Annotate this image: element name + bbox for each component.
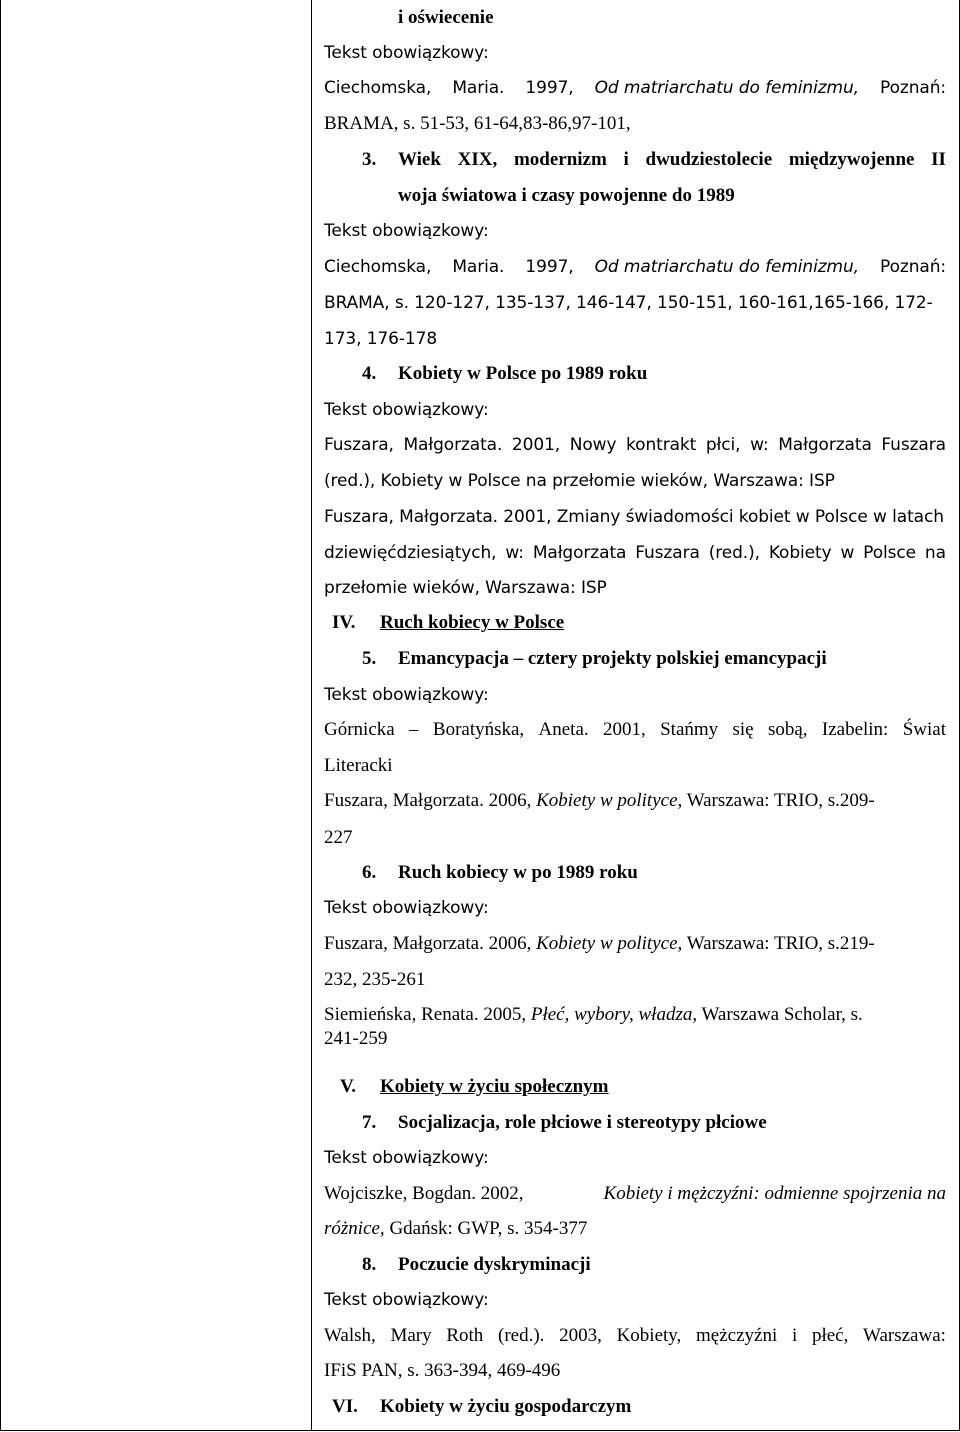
bibliography-entry-continued: Literacki [324, 755, 393, 776]
topic-number: 6. [362, 862, 377, 883]
topic-heading: Socjalizacja, role płciowe i stereotypy płciowe [398, 1112, 767, 1133]
topic-number: 7. [362, 1112, 377, 1133]
bibliography-entry-continued: IFiS PAN, s. 363-394, 469-496 [324, 1360, 561, 1381]
bibliography-entry-continued: (red.), Kobiety w Polsce na przełomie wieków, Warszawa: ISP [324, 471, 835, 491]
topic-number: 5. [362, 648, 377, 669]
required-reading-label: Tekst obowiązkowy: [324, 1290, 489, 1310]
section-heading: i oświecenie [398, 7, 494, 28]
part-number: V. [340, 1076, 357, 1097]
bibliography-entry-continued: różnice, Gdańsk: GWP, s. 354-377 [324, 1218, 588, 1239]
bibliography-entry: Wojciszke, Bogdan. 2002, Kobiety i mężczyźni: odmienne spojrzenia na [324, 1183, 946, 1204]
required-reading-label: Tekst obowiązkowy: [324, 685, 489, 705]
part-heading: Kobiety w życiu społecznym [380, 1076, 609, 1097]
topic-heading: Kobiety w Polsce po 1989 roku [398, 363, 648, 384]
bibliography-entry-continued: 241-259 [324, 1028, 388, 1049]
required-reading-label: Tekst obowiązkowy: [324, 1148, 489, 1168]
required-reading-label: Tekst obowiązkowy: [324, 400, 489, 420]
part-number: IV. [332, 612, 356, 633]
bibliography-entry-continued: 232, 235-261 [324, 969, 426, 990]
topic-heading: Emancypacja – cztery projekty polskiej emancypacji [398, 648, 827, 669]
required-reading-label: Tekst obowiązkowy: [324, 43, 489, 63]
bibliography-entry-continued: dziewięćdziesiątych, w: Małgorzata Fuszara (red.), Kobiety w Polsce na [324, 543, 946, 563]
bibliography-entry: Walsh, Mary Roth (red.). 2003, Kobiety, mężczyźni i płeć, Warszawa: [324, 1325, 946, 1346]
bibliography-entry: Fuszara, Małgorzata. 2006, Kobiety w polityce, Warszawa: TRIO, s.209- [324, 790, 875, 811]
bibliography-entry: Fuszara, Małgorzata. 2006, Kobiety w polityce, Warszawa: TRIO, s.219- [324, 933, 875, 954]
bibliography-entry-continued: BRAMA, s. 51-53, 61-64,83-86,97-101, [324, 113, 631, 134]
part-number: VI. [332, 1396, 358, 1417]
part-heading: Kobiety w życiu gospodarczym [380, 1396, 632, 1417]
bibliography-entry-continued: BRAMA, s. 120-127, 135-137, 146-147, 150-151, 160-161,165-166, 172- [324, 293, 933, 313]
topic-heading: Wiek XIX, modernizm i dwudziestolecie międzywojenne II [398, 149, 946, 170]
bibliography-entry-continued: 173, 176-178 [324, 329, 438, 349]
column-divider [311, 0, 312, 1431]
bibliography-entry: Ciechomska, Maria. 1997, Od matriarchatu do feminizmu, Poznań: [324, 257, 946, 277]
topic-heading: Poczucie dyskryminacji [398, 1254, 591, 1275]
bibliography-entry: Fuszara, Małgorzata. 2001, Zmiany świadomości kobiet w Polsce w latach [324, 507, 944, 527]
topic-number: 8. [362, 1254, 377, 1275]
topic-number: 3. [362, 149, 377, 170]
topic-heading-continued: woja światowa i czasy powojenne do 1989 [398, 185, 735, 206]
part-heading: Ruch kobiecy w Polsce [380, 612, 565, 633]
bibliography-entry-continued: przełomie wieków, Warszawa: ISP [324, 578, 607, 598]
bibliography-entry-continued: 227 [324, 827, 353, 848]
bibliography-entry: Fuszara, Małgorzata. 2001, Nowy kontrakt płci, w: Małgorzata Fuszara [324, 435, 946, 455]
topic-heading: Ruch kobiecy w po 1989 roku [398, 862, 638, 883]
bibliography-entry: Siemieńska, Renata. 2005, Płeć, wybory, władza, Warszawa Scholar, s. [324, 1004, 863, 1025]
topic-number: 4. [362, 363, 377, 384]
required-reading-label: Tekst obowiązkowy: [324, 221, 489, 241]
required-reading-label: Tekst obowiązkowy: [324, 898, 489, 918]
bibliography-entry: Ciechomska, Maria. 1997, Od matriarchatu do feminizmu, Poznań: [324, 78, 946, 98]
bibliography-entry: Górnicka – Boratyńska, Aneta. 2001, Stańmy się sobą, Izabelin: Świat [324, 719, 946, 740]
